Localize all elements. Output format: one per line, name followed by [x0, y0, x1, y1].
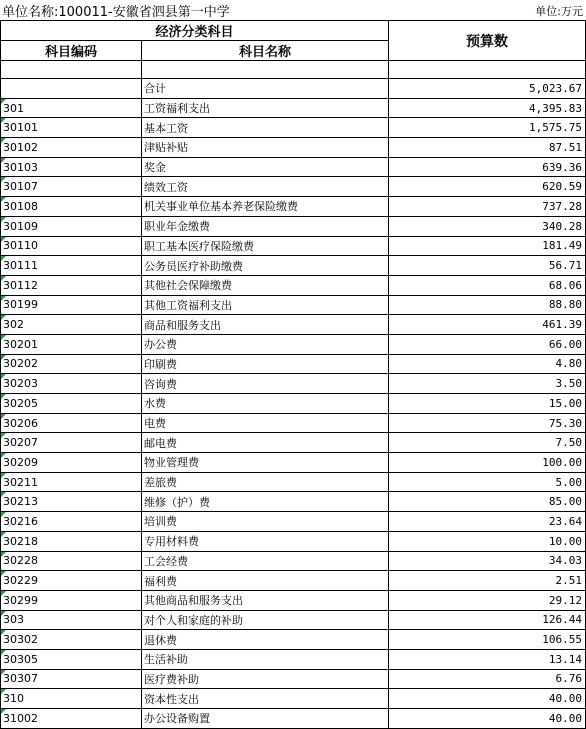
amount-cell[interactable]: 87.51 [389, 138, 586, 158]
budget-table [0, 20, 586, 729]
amount-cell[interactable]: 15.00 [389, 394, 586, 414]
table-row[interactable] [1, 630, 586, 650]
code-cell[interactable]: 30107 [1, 177, 142, 197]
name-cell[interactable]: 印刷费 [142, 354, 389, 374]
group-header[interactable]: 经济分类科目 [1, 21, 389, 41]
table-row[interactable] [1, 256, 586, 276]
amount-cell[interactable]: 5.00 [389, 472, 586, 492]
table-row[interactable] [1, 492, 586, 512]
name-cell[interactable]: 商品和服务支出 [142, 315, 389, 335]
name-cell[interactable]: 其他商品和服务支出 [142, 590, 389, 610]
amount-cell[interactable]: 40.00 [389, 709, 586, 729]
amount-cell[interactable]: 13.14 [389, 649, 586, 669]
code-cell[interactable]: 30206 [1, 413, 142, 433]
amount-cell[interactable]: 85.00 [389, 492, 586, 512]
amount-cell[interactable]: 75.30 [389, 413, 586, 433]
table-row[interactable] [1, 709, 586, 729]
name-cell[interactable]: 绩效工资 [142, 177, 389, 197]
name-cell[interactable]: 工会经费 [142, 551, 389, 571]
amount-cell[interactable]: 34.03 [389, 551, 586, 571]
name-cell[interactable]: 维修（护）费 [142, 492, 389, 512]
code-cell[interactable]: 31002 [1, 709, 142, 729]
table-row[interactable] [1, 138, 586, 158]
table-row[interactable] [1, 512, 586, 532]
name-cell[interactable]: 电费 [142, 413, 389, 433]
amount-cell[interactable]: 100.00 [389, 453, 586, 473]
code-cell[interactable]: 30203 [1, 374, 142, 394]
code-cell[interactable]: 30202 [1, 354, 142, 374]
name-cell[interactable]: 差旅费 [142, 472, 389, 492]
table-row[interactable] [1, 590, 586, 610]
code-cell[interactable]: 30111 [1, 256, 142, 276]
amount-cell[interactable]: 5,023.67 [389, 79, 586, 99]
code-cell[interactable]: 30205 [1, 394, 142, 414]
table-row[interactable] [1, 236, 586, 256]
table-row[interactable] [1, 315, 586, 335]
code-cell[interactable]: 30299 [1, 590, 142, 610]
code-cell[interactable]: 30199 [1, 295, 142, 315]
table-row[interactable] [1, 669, 586, 689]
table-row[interactable] [1, 334, 586, 354]
table-row[interactable] [1, 394, 586, 414]
name-cell[interactable]: 专用材料费 [142, 531, 389, 551]
blank-cell[interactable] [1, 61, 142, 79]
budget-column-header[interactable]: 预算数 [389, 21, 586, 61]
name-cell[interactable]: 资本性支出 [142, 689, 389, 709]
code-cell[interactable]: 303 [1, 610, 142, 630]
table-row[interactable] [1, 472, 586, 492]
code-cell[interactable]: 30112 [1, 275, 142, 295]
code-cell[interactable]: 310 [1, 689, 142, 709]
code-cell[interactable]: 30307 [1, 669, 142, 689]
table-row[interactable] [1, 453, 586, 473]
unit-label: 单位:万元 [535, 5, 583, 18]
name-cell[interactable]: 退休费 [142, 630, 389, 650]
table-row[interactable] [1, 177, 586, 197]
blank-row [1, 61, 586, 79]
table-row[interactable] [1, 531, 586, 551]
amount-cell[interactable]: 126.44 [389, 610, 586, 630]
name-column-header[interactable]: 科目名称 [142, 41, 389, 61]
code-cell[interactable]: 30103 [1, 157, 142, 177]
code-cell[interactable]: 30110 [1, 236, 142, 256]
amount-cell[interactable]: 639.36 [389, 157, 586, 177]
code-cell[interactable]: 30302 [1, 630, 142, 650]
code-cell[interactable]: 30228 [1, 551, 142, 571]
code-cell[interactable]: 30211 [1, 472, 142, 492]
code-column-header[interactable]: 科目编码 [1, 41, 142, 61]
name-cell[interactable]: 培训费 [142, 512, 389, 532]
code-cell[interactable]: 30213 [1, 492, 142, 512]
name-cell[interactable]: 工资福利支出 [142, 98, 389, 118]
code-cell[interactable]: 30101 [1, 118, 142, 138]
amount-cell[interactable]: 68.06 [389, 275, 586, 295]
table-row[interactable] [1, 649, 586, 669]
amount-cell[interactable]: 40.00 [389, 689, 586, 709]
table-row[interactable] [1, 610, 586, 630]
table-row[interactable] [1, 79, 586, 99]
code-cell[interactable]: 30207 [1, 433, 142, 453]
table-row[interactable] [1, 689, 586, 709]
name-cell[interactable]: 水费 [142, 394, 389, 414]
name-cell[interactable]: 机关事业单位基本养老保险缴费 [142, 197, 389, 217]
table-row[interactable] [1, 354, 586, 374]
amount-cell[interactable]: 3.50 [389, 374, 586, 394]
table-row[interactable] [1, 433, 586, 453]
name-cell[interactable]: 其他社会保障缴费 [142, 275, 389, 295]
amount-cell[interactable]: 340.28 [389, 216, 586, 236]
table-row[interactable] [1, 157, 586, 177]
name-cell[interactable]: 对个人和家庭的补助 [142, 610, 389, 630]
name-cell[interactable]: 物业管理费 [142, 453, 389, 473]
name-cell[interactable]: 基本工资 [142, 118, 389, 138]
code-cell[interactable]: 30209 [1, 453, 142, 473]
amount-cell[interactable]: 7.50 [389, 433, 586, 453]
name-cell[interactable]: 合计 [142, 79, 389, 99]
amount-cell[interactable]: 4,395.83 [389, 98, 586, 118]
blank-cell[interactable] [142, 61, 389, 79]
unit-name: 单位名称:100011-安徽省泗县第一中学 [2, 5, 230, 20]
name-cell[interactable]: 津贴补贴 [142, 138, 389, 158]
amount-cell[interactable]: 56.71 [389, 256, 586, 276]
table-row[interactable] [1, 98, 586, 118]
table-row[interactable] [1, 216, 586, 236]
name-cell[interactable]: 其他工资福利支出 [142, 295, 389, 315]
code-cell[interactable]: 30216 [1, 512, 142, 532]
name-cell[interactable]: 办公费 [142, 334, 389, 354]
amount-cell[interactable]: 6.76 [389, 669, 586, 689]
table-row[interactable] [1, 118, 586, 138]
amount-cell[interactable]: 181.49 [389, 236, 586, 256]
name-cell[interactable]: 办公设备购置 [142, 709, 389, 729]
code-cell[interactable]: 30201 [1, 334, 142, 354]
code-cell[interactable]: 30108 [1, 197, 142, 217]
amount-cell[interactable]: 29.12 [389, 590, 586, 610]
name-cell[interactable]: 职业年金缴费 [142, 216, 389, 236]
amount-cell[interactable]: 620.59 [389, 177, 586, 197]
amount-cell[interactable]: 10.00 [389, 531, 586, 551]
name-cell[interactable]: 生活补助 [142, 649, 389, 669]
table-row[interactable] [1, 374, 586, 394]
name-cell[interactable]: 邮电费 [142, 433, 389, 453]
table-row[interactable] [1, 295, 586, 315]
table-row[interactable] [1, 571, 586, 591]
amount-cell[interactable]: 4.80 [389, 354, 586, 374]
code-cell[interactable]: 30109 [1, 216, 142, 236]
amount-cell[interactable]: 66.00 [389, 334, 586, 354]
code-cell[interactable]: 30229 [1, 571, 142, 591]
report-header [0, 0, 586, 20]
table-row[interactable] [1, 275, 586, 295]
amount-cell[interactable]: 461.39 [389, 315, 586, 335]
blank-cell[interactable] [389, 61, 586, 79]
table-row[interactable] [1, 551, 586, 571]
name-cell[interactable]: 公务员医疗补助缴费 [142, 256, 389, 276]
name-cell[interactable]: 福利费 [142, 571, 389, 591]
code-cell[interactable]: 302 [1, 315, 142, 335]
name-cell[interactable]: 医疗费补助 [142, 669, 389, 689]
code-cell[interactable]: 30305 [1, 649, 142, 669]
code-cell[interactable]: 301 [1, 98, 142, 118]
amount-cell[interactable]: 1,575.75 [389, 118, 586, 138]
table-row[interactable] [1, 413, 586, 433]
code-cell[interactable]: 30218 [1, 531, 142, 551]
name-cell[interactable]: 咨询费 [142, 374, 389, 394]
amount-cell[interactable]: 106.55 [389, 630, 586, 650]
amount-cell[interactable]: 23.64 [389, 512, 586, 532]
amount-cell[interactable]: 737.28 [389, 197, 586, 217]
code-cell[interactable]: 30102 [1, 138, 142, 158]
code-cell[interactable] [1, 79, 142, 99]
amount-cell[interactable]: 2.51 [389, 571, 586, 591]
name-cell[interactable]: 职工基本医疗保险缴费 [142, 236, 389, 256]
amount-cell[interactable]: 88.80 [389, 295, 586, 315]
table-row[interactable] [1, 197, 586, 217]
name-cell[interactable]: 奖金 [142, 157, 389, 177]
